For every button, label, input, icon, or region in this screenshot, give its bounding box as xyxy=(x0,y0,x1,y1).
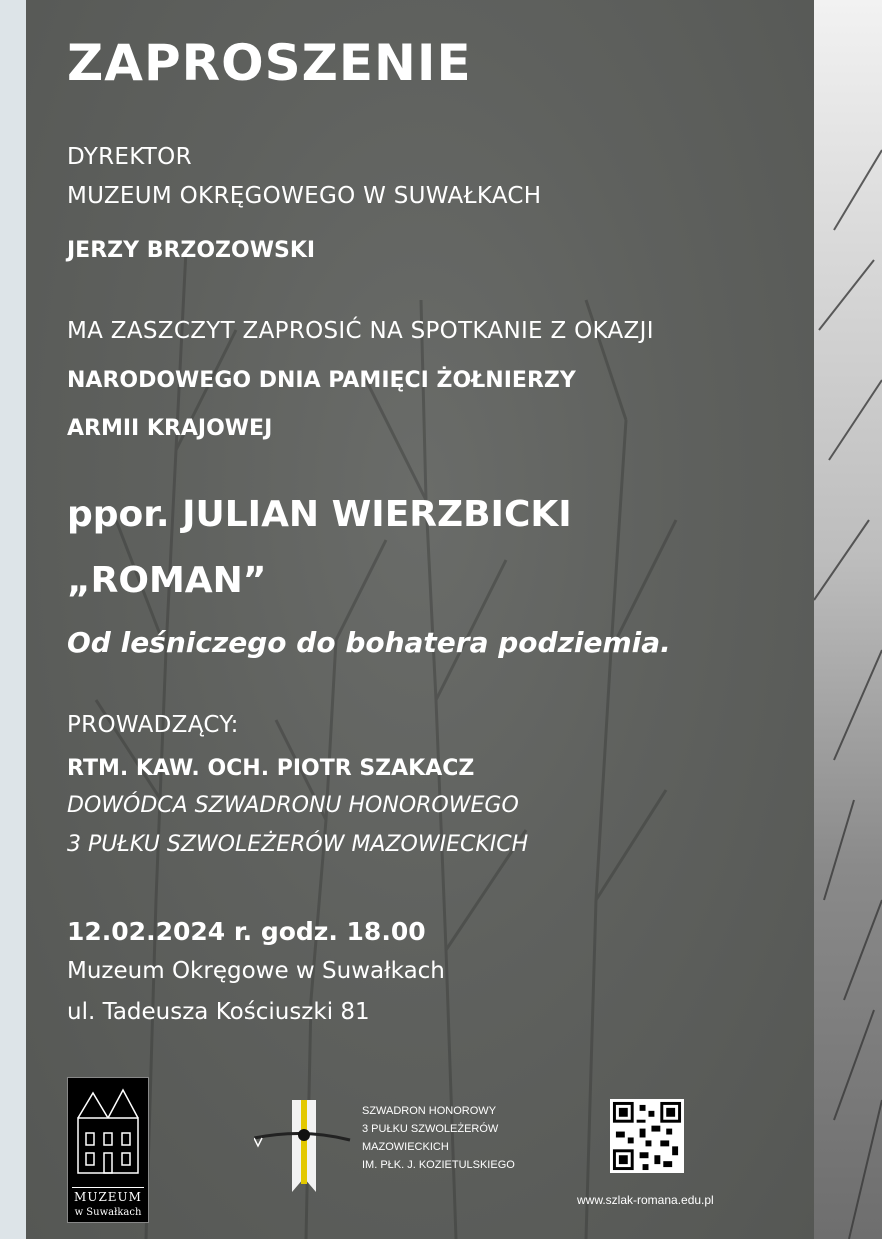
hero-alias: „ROMAN” xyxy=(67,560,267,601)
website-link[interactable]: www.szlak-romana.edu.pl xyxy=(577,1193,714,1207)
host-label: PROWADZĄCY: xyxy=(67,712,239,738)
host-role-1: DOWÓDCA SZWADRONU HONOROWEGO xyxy=(67,793,519,818)
event-venue: Muzeum Okręgowe w Suwałkach xyxy=(67,958,445,984)
director-label: DYREKTOR xyxy=(67,144,192,170)
squadron-line-3: MAZOWIECKICH xyxy=(362,1141,449,1153)
invitation-title: ZAPROSZENIE xyxy=(67,34,472,92)
museum-logo-subtext: w Suwałkach xyxy=(74,1207,142,1218)
occasion-line-1: NARODOWEGO DNIA PAMIĘCI ŻOŁNIERZY xyxy=(67,368,576,393)
host-name: RTM. KAW. OCH. PIOTR SZAKACZ xyxy=(67,756,475,781)
left-border xyxy=(0,0,26,1239)
museum-name: MUZEUM OKRĘGOWEGO W SUWAŁKACH xyxy=(67,183,542,209)
museum-logo-text: MUZEUM xyxy=(74,1190,142,1204)
invitation-panel xyxy=(26,0,814,1239)
event-address: ul. Tadeusza Kościuszki 81 xyxy=(67,999,370,1025)
squadron-line-1: SZWADRON HONOROWY xyxy=(362,1105,497,1117)
squadron-line-4: IM. PŁK. J. KOZIETULSKIEGO xyxy=(362,1159,515,1171)
museum-building-icon xyxy=(68,1078,148,1178)
invite-line: MA ZASZCZYT ZAPROSIĆ NA SPOTKANIE Z OKAZJI xyxy=(67,318,654,344)
qr-code[interactable] xyxy=(610,1099,684,1173)
side-photo xyxy=(814,0,882,1239)
event-date-time: 12.02.2024 r. godz. 18.00 xyxy=(67,917,426,946)
director-name: JERZY BRZOZOWSKI xyxy=(67,238,316,263)
hero-name: ppor. JULIAN WIERZBICKI xyxy=(67,494,572,535)
squadron-text xyxy=(362,1102,515,1174)
museum-logo xyxy=(67,1077,149,1223)
occasion-line-2: ARMII KRAJOWEJ xyxy=(67,416,273,441)
squadron-line-2: 3 PUŁKU SZWOLEŻERÓW xyxy=(362,1123,499,1135)
host-role-2: 3 PUŁKU SZWOLEŻERÓW MAZOWIECKICH xyxy=(67,832,529,857)
event-subtitle: Od leśniczego do bohatera podziemia. xyxy=(67,626,671,659)
squadron-emblem-icon xyxy=(254,1100,354,1200)
